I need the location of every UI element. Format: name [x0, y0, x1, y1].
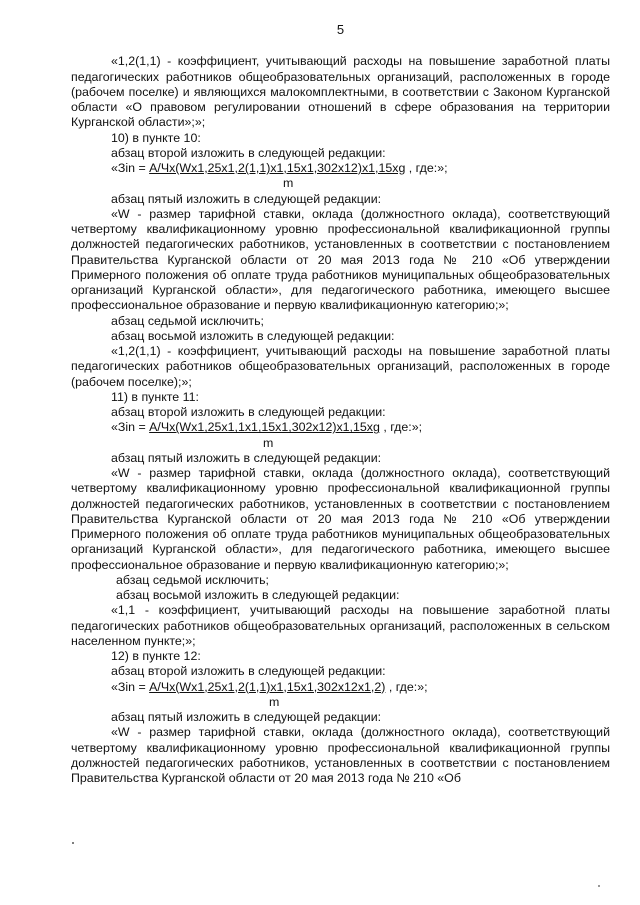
page-number: 5	[336, 22, 345, 37]
paragraph: абзац пятый изложить в следующей редакции:	[111, 450, 382, 465]
formula: «Зin = А/Чх(Wх1,25х1,1х1,15х1,302х12)х1,15хg , где:»;	[111, 420, 423, 435]
paragraph: абзац пятый изложить в следующей редакции:	[111, 710, 382, 724]
paragraph: «W - размер тарифной ставки, оклада (должностного оклада), соответствующий четвертому квалификационному уровню профессиональной квалификационной группы должностей педагогических работников, установленных в соответствии с постановлением Правительства Курганской области от 20 мая 2013 года № 210 «Об утверждении Примерного положения об оплате труда работников муниципальных общеобразовательных организаций Курганской области», для педагогического работника, имеющего высшее профессиональное образование и первую квалификационную категорию;»;	[71, 206, 610, 313]
formula: «Зin = А/Чх(Wх1,25х1,2(1,1)х1,15х1,302х12)х1,15хg , где:»;	[111, 161, 448, 175]
paragraph: абзац второй изложить в следующей редакции:	[111, 405, 386, 419]
paragraph: 11) в пункте 11:	[111, 389, 199, 404]
scan-speck	[72, 842, 74, 844]
paragraph: абзац восьмой изложить в следующей редакции:	[116, 588, 400, 602]
paragraph: абзац второй изложить в следующей редакции:	[111, 145, 386, 160]
formula-denominator: m	[263, 435, 274, 450]
paragraph: 10) в пункте 10:	[111, 130, 201, 145]
paragraph: 12) в пункте 12:	[111, 649, 201, 663]
paragraph: абзац седьмой исключить;	[116, 572, 269, 587]
formula-denominator: m	[283, 176, 294, 191]
scan-speck	[598, 885, 600, 887]
formula-denominator: m	[269, 694, 280, 709]
paragraph: абзац седьмой исключить;	[111, 313, 264, 328]
paragraph: «W - размер тарифной ставки, оклада (должностного оклада), соответствующий четвертому квалификационному уровню профессиональной квалификационной группы должностей педагогических работников, установленных в соответствии с постановлением Правительства Курганской области от 20 мая 2013 года № 210 «Об утверждении Примерного положения об оплате труда работников муниципальных общеобразовательных организаций Курганской области», для педагогического работника, имеющего высшее профессиональное образование и первую квалификационную категорию;»;	[71, 466, 610, 572]
paragraph: абзац пятый изложить в следующей редакции:	[111, 191, 382, 206]
paragraph: «W - размер тарифной ставки, оклада (должностного оклада), соответствующий четвертому квалификационному уровню профессиональной квалификационной группы должностей педагогических работников, установленных в соответствии с постановлением Правительства Курганской области от 20 мая 2013 года № 210 «Об	[71, 725, 610, 785]
paragraph: «1,2(1,1) - коэффициент, учитывающий расходы на повышение заработной платы педагогических работников общеобразовательных организаций, расположенных в городе (рабочем поселке);»;	[71, 344, 610, 389]
formula: «Зin = А/Чх(Wх1,25х1,2(1,1)х1,15х1,302х12х1,2) , где:»;	[111, 679, 428, 694]
paragraph: «1,1 - коэффициент, учитывающий расходы на повышение заработной платы педагогических работников общеобразовательных организаций, расположенных в сельском населенном пункте;»;	[71, 603, 610, 648]
paragraph: абзац восьмой изложить в следующей редакции:	[111, 328, 395, 343]
paragraph: «1,2(1,1) - коэффициент, учитывающий расходы на повышение заработной платы педагогических работников общеобразовательных организаций, расположенных в городе (рабочем поселке) и являющихся малокомплектными, в соответствии с Законом Курганской области «О правовом регулировании отношений в сфере образования на территории Курганской области»;»;	[71, 54, 610, 130]
paragraph: абзац второй изложить в следующей редакции:	[111, 664, 386, 679]
